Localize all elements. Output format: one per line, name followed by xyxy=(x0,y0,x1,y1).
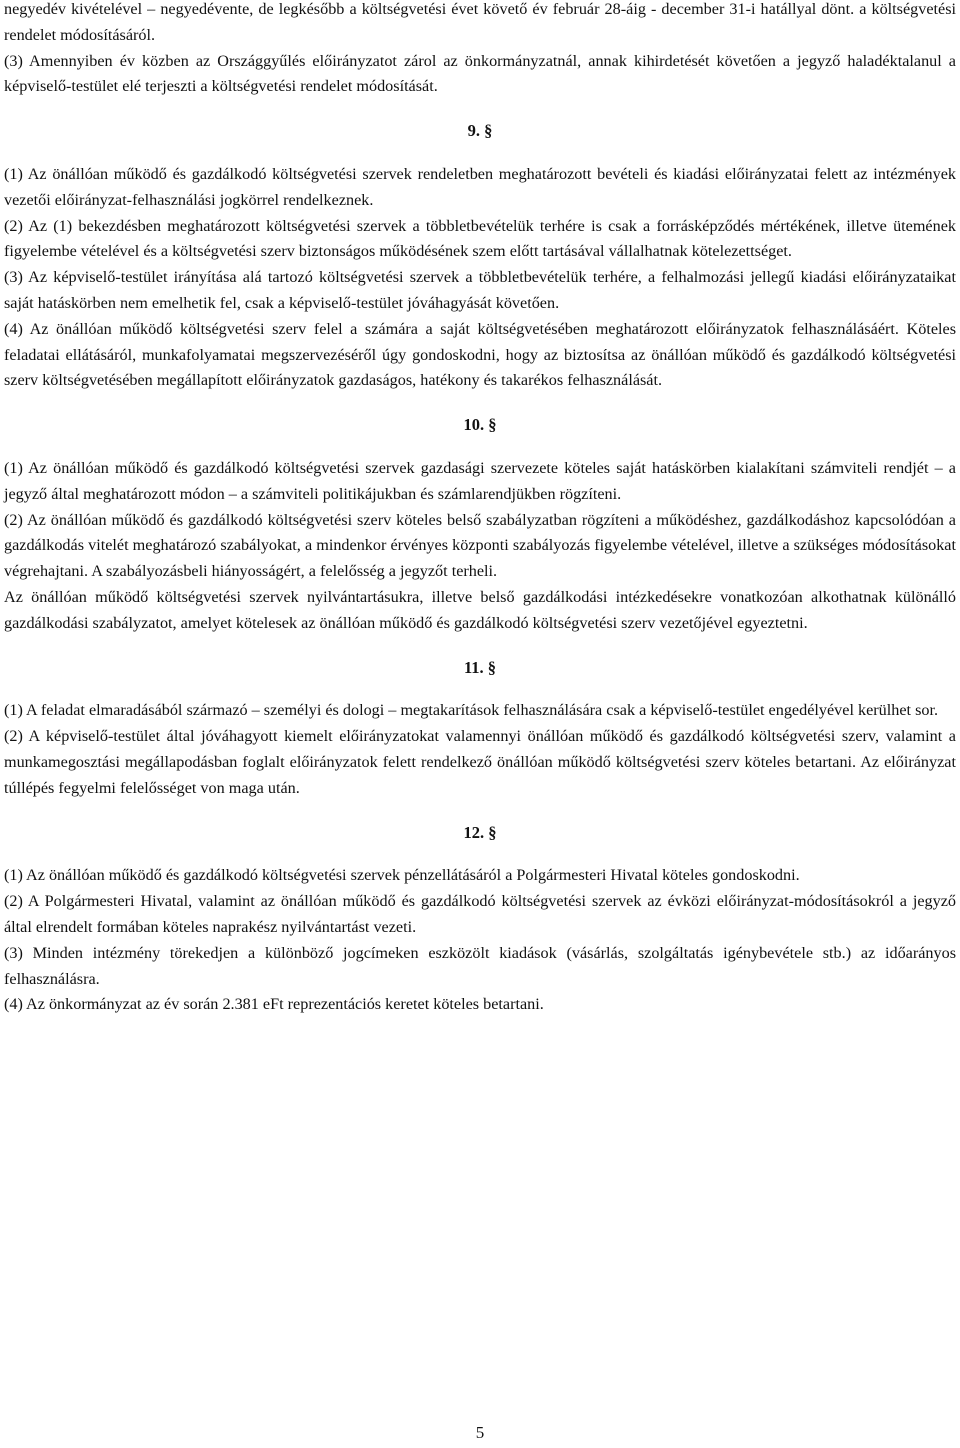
section-title-10: 10. § xyxy=(463,415,497,435)
section-paragraph: (2) Az (1) bekezdésben meghatározott költségvetési szervek a többletbevételük terhére is csak a forrásképződés mértékének, illetve ütemének figyelembe vételével és a költségvetési szerv biztonságos működésének szem előtt tartásával vállalhatnak kötelezettséget. xyxy=(4,216,956,261)
section-paragraph: (2) A Polgármesteri Hivatal, valamint az önállóan működő és gazdálkodó költségvetési szervek az évközi előirányzat-módosításokról a jegyző által elrendelt formában köteles naprakész nyilvántartást vezeti. xyxy=(4,892,956,936)
section-title-12: 12. § xyxy=(463,822,497,842)
section-paragraph: (1) Az önállóan működő és gazdálkodó költségvetési szervek gazdasági szervezete köteles saját hatáskörben kialakítani számviteli rendjét – a jegyző által meghatározott módon – a számviteli politikájukban és számlarendjükben rögzíteni. xyxy=(4,458,956,503)
page-number: 5 xyxy=(475,1423,485,1442)
section-paragraph: (3) Az képviselő-testület irányítása alá tartozó költségvetési szervek a többletbevételük terhére, a felhalmozási jellegű kiadási előirányzataikat saját hatáskörben nem emelhetik fel, csak a képviselő-testület jóváhagyását követően. xyxy=(4,268,956,312)
section-paragraph: (1) A feladat elmaradásából származó – személyi és dologi – megtakarítások felhasználására csak a képviselő-testület engedélyével kerülhet sor. xyxy=(4,701,939,720)
document-page xyxy=(4,0,956,1018)
section-title-11: 11. § xyxy=(463,657,497,677)
section-paragraph: (1) Az önállóan működő és gazdálkodó költségvetési szervek pénzellátásáról a Polgármesteri Hivatal köteles gondoskodni. xyxy=(4,866,800,885)
intro-paragraph: negyedév kivételével – negyedévente, de legkésőbb a költségvetési évet követő év február 28-áig - december 31-i hatállyal dönt. a költségvetési rendelet módosításáról. xyxy=(4,0,956,44)
section-paragraph: (3) Minden intézmény törekedjen a különböző jogcímeken eszközölt kiadások (vásárlás, szolgáltatás igénybevétele stb.) az időarányos felhasználásra. xyxy=(4,943,956,988)
section-paragraph: (4) Az önállóan működő költségvetési szerv felel a számára a saját költségvetésében meghatározott előirányzatok felhasználásáért. Köteles feladatai ellátásáról, munkafolyamatai megszervezéséről úgy gondoskodni, hogy az biztosítsa az önállóan működő és gazdálkodó költségvetési szerv költségvetésében megállapított előirányzatok gazdaságos, hatékony és takarékos felhasználását. xyxy=(4,319,956,390)
section-paragraph: (2) Az önállóan működő és gazdálkodó költségvetési szerv köteles belső szabályzatban rögzíteni a működéshez, gazdálkodáshoz kapcsolódóan a gazdálkodás vitelét meghatározó szabályokat, a mindenkor érvényes központi szabályozás figyelembe vételével, illetve a szükséges módosításokat végrehajtani. A szabályozásbeli hiányosságért, a felelősség a jegyzőt terheli. xyxy=(4,510,956,581)
section-paragraph: Az önállóan működő költségvetési szervek nyilvántartásukra, illetve belső gazdálkodási intézkedésekre vonatkozóan alkothatnak különálló gazdálkodási szabályzatot, amelyet kötelesek az önállóan működő és gazdálkodó költségvetési szerv vezetőjével egyeztetni. xyxy=(4,587,956,632)
section-paragraph: (1) Az önállóan működő és gazdálkodó költségvetési szervek rendeletben meghatározott bevételi és kiadási előirányzatai felett az intézmények vezetői előirányzat-felhasználási jogkörrel rendelkeznek. xyxy=(4,164,956,209)
section-paragraph: (2) A képviselő-testület által jóváhagyott kiemelt előirányzatokat valamennyi önállóan működő és gazdálkodó költségvetési szerv, valamint a munkamegosztási megállapodásban foglalt előirányzatok felett rendelkező önállóan működő költségvetési szerv köteles betartani. Az előirányzat túllépés fegyelmi felelősséget von maga után. xyxy=(4,727,956,797)
section-title-9: 9. § xyxy=(467,121,493,141)
section-paragraph: (4) Az önkormányzat az év során 2.381 eFt reprezentációs keretet köteles betartani. xyxy=(4,995,544,1014)
intro-paragraph: (3) Amennyiben év közben az Országgyűlés előirányzatot zárol az önkormányzatnál, annak kihirdetését követően a jegyző haladéktalanul a képviselő-testület elé terjeszti a költségvetési rendelet módosítását. xyxy=(4,51,956,96)
